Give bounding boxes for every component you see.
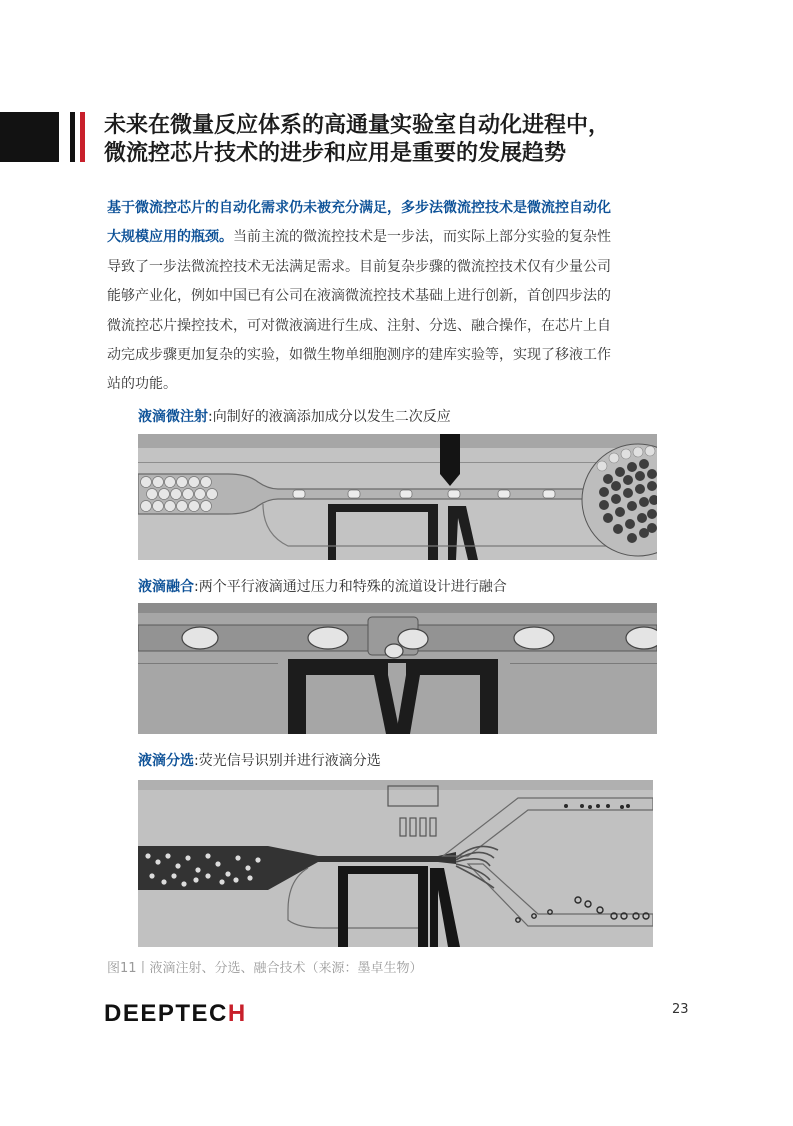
paragraph-line-2-rest: 当前主流的微流控技术是一步法，而实际上部分实验的复杂性 [233, 229, 611, 246]
figure-caption: 图11丨液滴注射、分选、融合技术（来源：墨卓生物） [107, 961, 423, 976]
caption-text-sorting: :荧光信号识别并进行液滴分选 [194, 753, 381, 769]
highlight-line-2: 大规模应用的瓶颈。 [107, 229, 233, 246]
highlight-line-1: 基于微流控芯片的自动化需求仍未被充分满足，多步法微流控技术是微流控自动化 [107, 200, 611, 216]
paragraph-line-6: 动完成步骤更加复杂的实验，如微生物单细胞测序的建库实验等，实现了移液工作 [107, 347, 611, 364]
caption-droplet-sorting [138, 752, 381, 770]
droplet-fusion-image [138, 603, 657, 734]
caption-text-injection: :向制好的液滴添加成分以发生二次反应 [208, 409, 451, 425]
paragraph-line-4: 能够产业化，例如中国已有公司在液滴微流控技术基础上进行创新，首创四步法的 [107, 288, 611, 305]
header-red-bar [80, 112, 85, 162]
caption-text-fusion: :两个平行液滴通过压力和特殊的流道设计进行融合 [194, 579, 507, 595]
header-black-bar [70, 112, 75, 162]
body-paragraph [107, 194, 687, 400]
page-number: 23 [672, 1002, 689, 1017]
heading-line-1: 未来在微量反应体系的高通量实验室自动化进程中， [104, 113, 611, 138]
caption-term-fusion: 液滴融合 [138, 579, 194, 595]
logo-text-accent: H [227, 1000, 247, 1027]
caption-micro-injection [138, 408, 451, 426]
caption-term-sorting: 液滴分选 [138, 753, 194, 769]
heading-line-2: 微流控芯片技术的进步和应用是重要的发展趋势 [104, 141, 567, 166]
paragraph-line-7: 站的功能。 [107, 376, 177, 393]
logo-text: DEEPTEC [104, 1000, 228, 1027]
paragraph-line-3: 导致了一步法微流控技术无法满足需求。目前复杂步骤的微流控技术仅有少量公司 [107, 258, 611, 275]
droplet-sorting-image [138, 780, 653, 947]
section-heading [104, 112, 764, 168]
header-black-block [0, 112, 59, 162]
deeptech-logo [104, 1000, 247, 1028]
caption-term-injection: 液滴微注射 [138, 409, 208, 425]
paragraph-line-5: 微流控芯片操控技术，可对微液滴进行生成、注射、分选、融合操作，在芯片上自 [107, 317, 611, 334]
caption-droplet-fusion [138, 578, 507, 596]
paragraph-line-2 [107, 223, 687, 252]
droplet-injection-image [138, 434, 657, 560]
